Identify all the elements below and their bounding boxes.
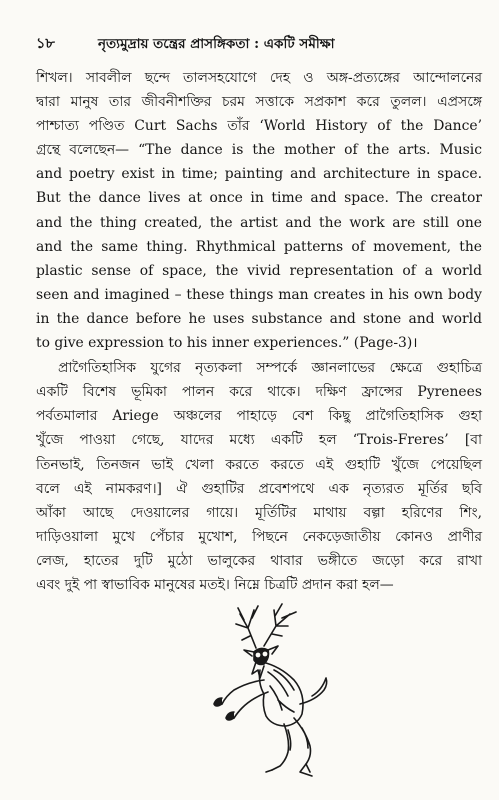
text-line: তিনভাই, তিনজন ভাই খেলা করতে করতে এই গুহাটি খুঁজে পেয়েছিল: [36, 456, 482, 473]
text-line: But the dance lives at once in time and space. The creator: [36, 190, 482, 207]
text-line: আঁকা আছে দেওয়ালের গায়ে। মূর্তিটির মাথায় বল্গা হরিণের শিং,: [36, 504, 482, 521]
text-line: and the thing created, the artist and the work are still one: [36, 214, 482, 231]
text-line: একটি বিশেষ ভূমিকা পালন করে থাকে। দক্ষিণ ফ্রান্সের Pyrenees: [36, 384, 482, 401]
text-line: পর্বতমালার Ariege অঞ্চলের পাহাড়ে বেশ কিছু প্রাগৈতিহাসিক গুহা: [36, 408, 482, 425]
text-line: and the same thing. Rhythmical patterns of movement, the: [36, 238, 482, 255]
text-line: এবং দুই পা স্বাভাবিক মানুষের মতই। নিম্নে চিত্রটি প্রদান করা হল—: [36, 576, 394, 593]
text-line: লেজ, হাতের দুটি মুঠো ভালুকের থাবার ভঙ্গীতে জড়ো করে রাখা: [36, 552, 482, 569]
text-line: পাশ্চাত্য পণ্ডিত Curt Sachs তাঁর ‘World History of the Dance’: [36, 118, 482, 135]
page-number: ১৮: [36, 35, 55, 52]
text-line: plastic sense of space, the vivid representation of a world: [36, 262, 482, 279]
cave-sorcerer-drawing-icon: [198, 600, 348, 785]
text-line: and poetry exist in time; painting and architecture in space.: [36, 166, 482, 183]
paragraph-1: [36, 66, 482, 355]
text-line: seen and imagined – these things man creates in his own body: [36, 286, 482, 303]
text-line: in the dance before he uses substance and stone and world: [36, 310, 482, 327]
text-line: শিখল। সাবলীল ছন্দে তালসহযোগে দেহ ও অঙ্গ-প্রত্যঙ্গের আন্দোলনের: [36, 70, 482, 86]
text-line: to give expression to his inner experiences.” (Page-3)।: [36, 335, 418, 352]
running-header: [36, 33, 477, 55]
text-line: দাড়িওয়ালা মুখে পেঁচার মুখোশ, পিছনে নেকড়েজাতীয় কোনও প্রাণীর: [36, 528, 482, 545]
text-line: খুঁজে পাওয়া গেছে, যাদের মধ্যে একটি হল ‘Trois-Freres’ [বা: [36, 432, 482, 449]
paragraph-2: [36, 356, 482, 597]
text-line: গ্রন্থে বলেছেন— “The dance is the mother of the arts. Music: [36, 142, 482, 159]
text-line: বলে এই নামকরণ।] ঐ গুহাটির প্রবেশপথে এক নৃত্যরত মূর্তির ছবি: [36, 480, 482, 497]
running-title: নৃত্যমুদ্রায় তন্ত্রের প্রাসঙ্গিকতা : একটি সমীক্ষা: [98, 36, 335, 52]
body-text: [36, 66, 482, 597]
text-line: প্রাগৈতিহাসিক যুগের নৃত্যকলা সম্পর্কে জ্ঞানলাভের ক্ষেত্রে গুহাচিত্র: [58, 360, 482, 377]
cave-sorcerer-figure: [198, 600, 348, 785]
text-line: দ্বারা মানুষ তার জীবনীশক্তির চরম সত্তাকে সপ্রকাশ করে তুলল। এপ্রসঙ্গে: [36, 94, 482, 111]
